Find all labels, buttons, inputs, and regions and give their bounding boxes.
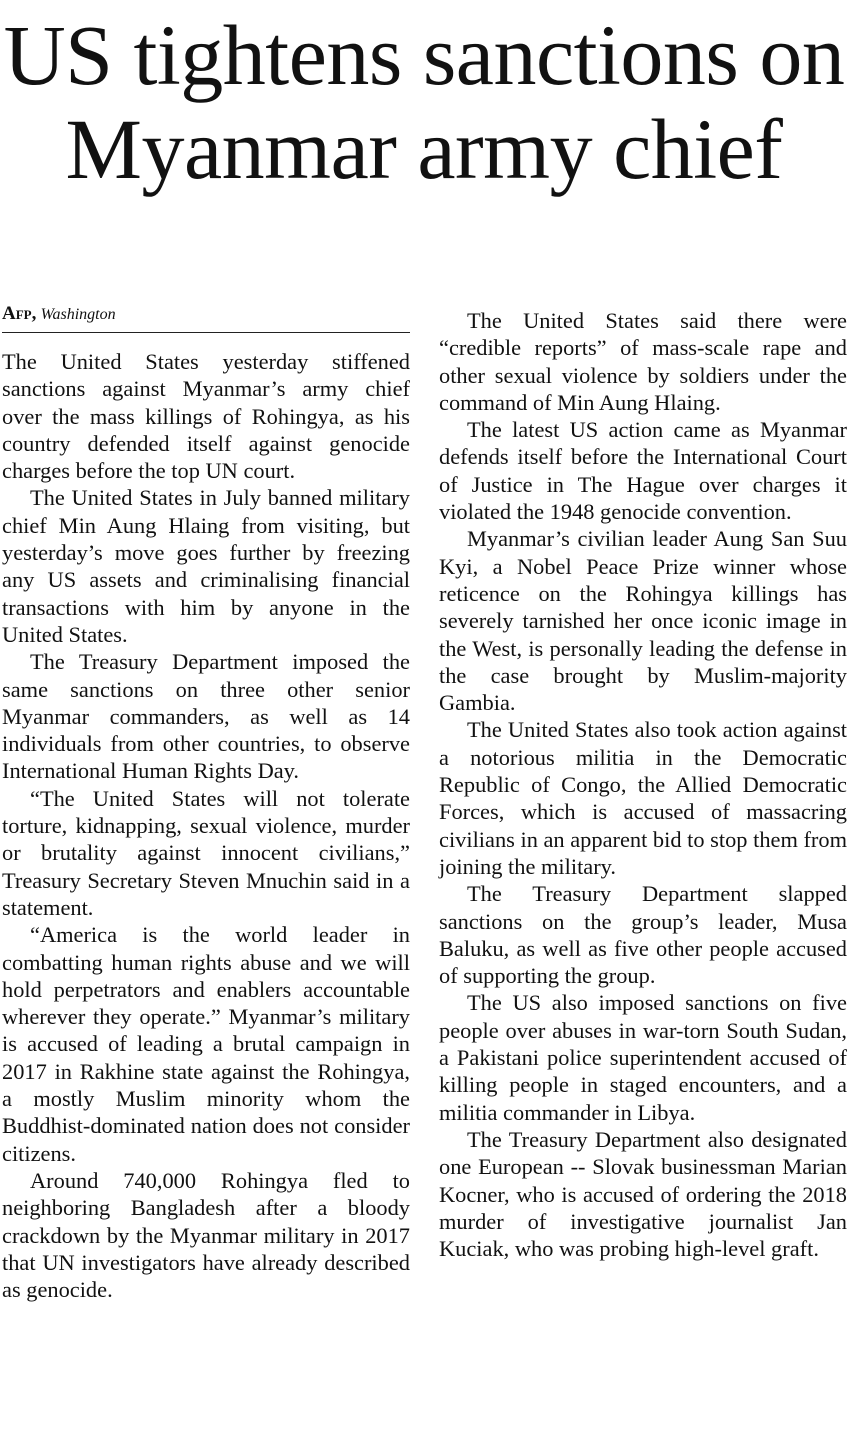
byline-agency: Afp,: [2, 303, 37, 324]
byline-location: Washington: [40, 306, 116, 323]
paragraph: The Treasury Department imposed the same sanctions on three other senior Myanmar commanders, as well as 14 individuals from other countries, to observe International Human Rights Day.: [2, 649, 410, 784]
paragraph: The Treasury Department also designated one European -- Slovak businessman Marian Kocner, who is accused of ordering the 2018 murder of investigative journalist Jan Kuciak, who was probing high-level graft.: [439, 1126, 847, 1262]
paragraph: The United States in July banned military chief Min Aung Hlaing from visiting, but yesterday’s move goes further by freezing any US assets and criminalising financial transactions with him by anyone in the United States.: [2, 485, 410, 647]
paragraph: Myanmar’s civilian leader Aung San Suu Kyi, a Nobel Peace Prize winner whose reticence on the Rohingya killings has severely tarnished her once iconic image in the West, is personally leading the defense in the case brought by Muslim-majority Gambia.: [439, 526, 847, 716]
headline: US tightens sanctions on Myanmar army chief: [3, 7, 845, 197]
byline: [2, 300, 410, 333]
paragraph: The United States yesterday stiffened sanctions against Myanmar’s army chief over the mass killings of Rohingya, as his country defended itself against genocide charges before the top UN court.: [2, 349, 410, 484]
paragraph: “America is the world leader in combatting human rights abuse and we will hold perpetrators and enablers accountable wherever they operate.” Myanmar’s military is accused of leading a brutal campaign in 2017 in Rakhine state against the Rohingya, a mostly Muslim minority whom the Buddhist-dominated nation does not consider citizens.: [2, 922, 410, 1166]
paragraph: The latest US action came as Myanmar defends itself before the International Court of Justice in The Hague over charges it violated the 1948 genocide convention.: [439, 417, 847, 525]
paragraph: The Treasury Department slapped sanctions on the group’s leader, Musa Baluku, as well as five other people accused of supporting the group.: [439, 881, 847, 989]
paragraph: The United States also took action against a notorious militia in the Democratic Republic of Congo, the Allied Democratic Forces, which is accused of massacring civilians in an apparent bid to stop them from joining the military.: [439, 717, 847, 879]
paragraph: The United States said there were “credible reports” of mass-scale rape and other sexual violence by soldiers under the command of Min Aung Hlaing.: [439, 308, 847, 415]
paragraph: The US also imposed sanctions on five people over abuses in war-torn South Sudan, a Pakistani police superintendent accused of killing people in staged encounters, and a militia commander in Libya.: [439, 990, 847, 1125]
article-column-right: [439, 307, 847, 1262]
article-column-left: [2, 348, 410, 1303]
paragraph: Around 740,000 Rohingya fled to neighboring Bangladesh after a bloody crackdown by the Myanmar military in 2017 that UN investigators have already described as genocide.: [2, 1167, 410, 1303]
paragraph: “The United States will not tolerate torture, kidnapping, sexual violence, murder or brutality against innocent civilians,” Treasury Secretary Steven Mnuchin said in a statement.: [2, 785, 410, 920]
